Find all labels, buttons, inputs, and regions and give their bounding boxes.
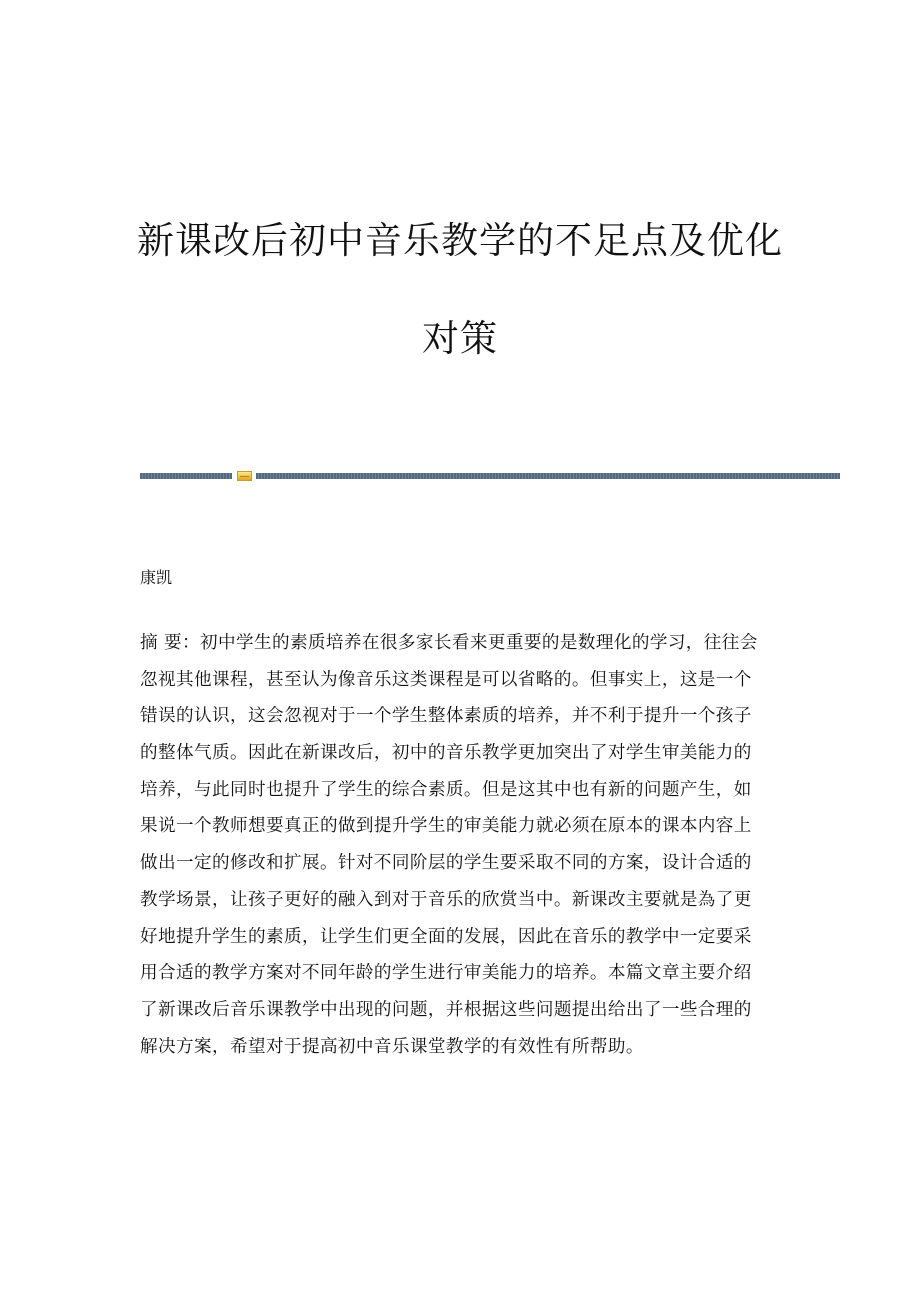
document-title-line-2: 对策	[422, 317, 498, 360]
abstract-line: 教学场景，让孩子更好的融入到对于音乐的欣赏当中。新课改主要就是為了更	[140, 889, 752, 910]
abstract-line: 培养，与此同时也提升了学生的综合素质。但是这其中也有新的问题产生，如	[140, 779, 752, 800]
document-title-line-1: 新课改后初中音乐教学的不足点及优化	[137, 219, 783, 262]
abstract-line: 做出一定的修改和扩展。针对不同阶层的学生要采取不同的方案，设计合适的	[140, 853, 752, 874]
abstract-line: 了新课改后音乐课教学中出现的问题，并根据这些问题提出给出了一些合理的	[140, 999, 752, 1020]
abstract-line: 错误的认识，这会忽视对于一个学生整体素质的培养，并不利于提升一个孩子	[140, 706, 752, 727]
divider-bar-right	[256, 473, 840, 479]
abstract-line: 解决方案，希望对于提高初中音乐课堂教学的有效性有所帮助。	[140, 1036, 644, 1057]
abstract-paragraph	[140, 625, 780, 1065]
author-name: 康凯	[140, 568, 173, 587]
abstract-line: 忽视其他课程，甚至认为像音乐这类课程是可以省略的。但事实上，这是一个	[140, 669, 752, 690]
abstract-line: 的整体气质。因此在新课改后，初中的音乐教学更加突出了对学生审美能力的	[140, 743, 752, 764]
title-divider	[140, 471, 840, 480]
abstract-line: 好地提升学生的素质，让学生们更全面的发展，因此在音乐的教学中一定要采	[140, 926, 752, 947]
abstract-line: 摘 要：初中学生的素质培养在很多家长看来更重要的是数理化的学习，往往会	[140, 633, 758, 653]
divider-ornament-icon	[237, 471, 252, 481]
abstract-line: 用合适的教学方案对不同年龄的学生进行审美能力的培养。本篇文章主要介绍	[140, 963, 752, 984]
divider-bar-left	[140, 473, 232, 479]
abstract-line: 果说一个教师想要真正的做到提升学生的审美能力就必须在原本的课本内容上	[140, 816, 752, 837]
